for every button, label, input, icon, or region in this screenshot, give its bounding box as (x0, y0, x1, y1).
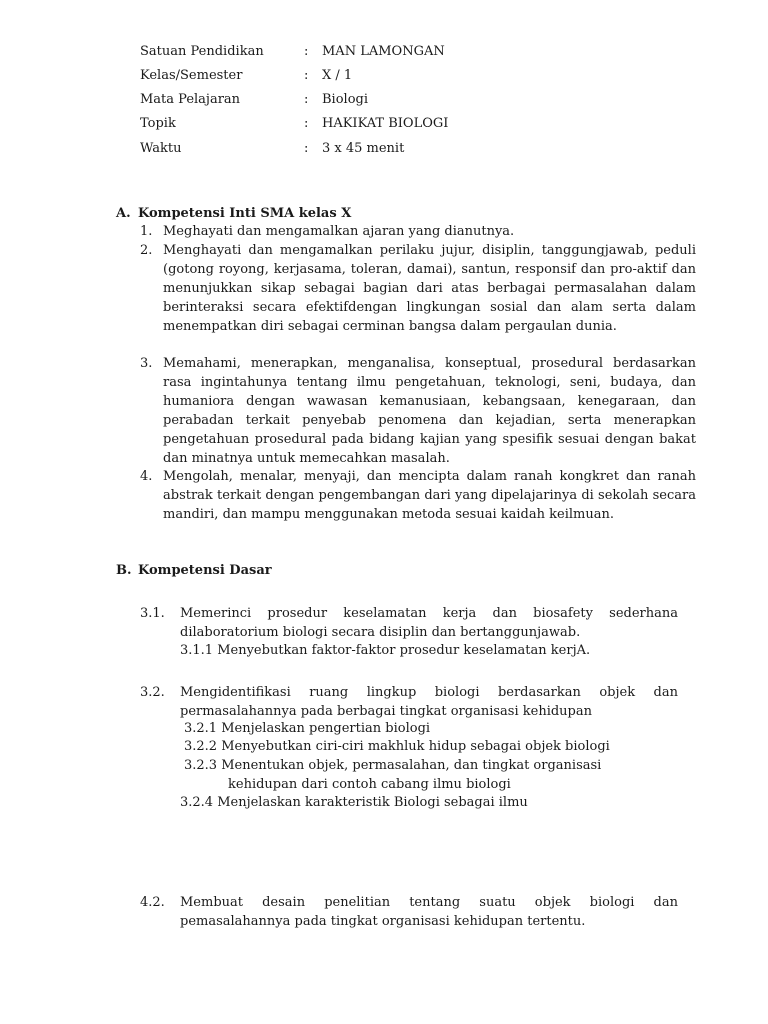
info-value: 3 x 45 menit (322, 141, 405, 156)
ki-item-4 (140, 467, 696, 524)
list-number: 1. (140, 224, 153, 239)
info-colon: : (304, 141, 309, 156)
indicator-3-2-3 (184, 756, 678, 794)
list-text: Menghayati dan mengamalkan perilaku jujur, disiplin, tanggungjawab, peduli (gotong royong, kerjasama, toleran, damai), santun, responsif dan pro-aktif dan menunjukkan sikap sebagai bagian dari atas berbagai permasalahan dalam berinteraksi secara efektifdengan lingkungan sosial dan alam serta dalam menempatkan diri sebagai cerminan bangsa dalam pergaulan dunia. (163, 243, 696, 334)
ki-item-1 (140, 222, 696, 241)
kd-4-2 (140, 893, 678, 931)
list-text: Meghayati dan mengamalkan ajaran yang dianutnya. (163, 224, 515, 239)
list-number: 4. (140, 469, 153, 484)
indicator-text: 3.2.3 Menentukan objek, permasalahan, dan tingkat organisasi (184, 758, 602, 773)
ki-item-2 (140, 241, 696, 336)
section-title: Kompetensi Dasar (138, 563, 272, 578)
kd-number: 3.2. (140, 685, 165, 700)
info-value: X / 1 (322, 68, 353, 83)
info-label: Waktu (140, 141, 182, 156)
indicator-3-2-4: 3.2.4 Menjelaskan karakteristik Biologi sebagai ilmu (180, 795, 528, 810)
kd-number: 4.2. (140, 895, 165, 910)
indicator-3-1-1: 3.1.1 Menyebutkan faktor-faktor prosedur keselamatan kerjA. (180, 643, 591, 658)
ki-item-3 (140, 354, 696, 468)
section-b-heading (116, 562, 272, 580)
list-number: 2. (140, 243, 153, 258)
kd-3-1 (140, 604, 678, 642)
list-number: 3. (140, 356, 153, 371)
kd-text: Membuat desain penelitian tentang suatu objek biologi dan pemasalahannya pada tingkat organisasi kehidupan tertentu. (180, 895, 678, 929)
info-colon: : (304, 116, 309, 131)
kd-3-2 (140, 683, 678, 721)
info-colon: : (304, 44, 309, 59)
list-text: Memahami, menerapkan, menganalisa, konseptual, prosedural berdasarkan rasa ingintahunya tentang ilmu pengetahuan, teknologi, seni, budaya, dan humaniora dengan wawasan kemanusiaan, kebangsaan, kenegaraan, dan perabadan terkait penyebab penomena dan kejadian, serta menerapkan pengetahuan prosedural pada bidang kajian yang spesifik sesuai dengan bakat dan minatnya untuk memecahkan masalah. (163, 356, 696, 466)
info-label: Mata Pelajaran (140, 92, 241, 107)
info-label: Topik (140, 116, 176, 131)
kd-text: Memerinci prosedur keselamatan kerja dan biosafety sederhana dilaboratorium biologi secara disiplin dan bertanggunjawab. (180, 606, 678, 640)
info-label: Satuan Pendidikan (140, 44, 264, 59)
indicator-3-2-1: 3.2.1 Menjelaskan pengertian biologi (184, 721, 431, 736)
kd-number: 3.1. (140, 606, 165, 621)
section-letter: A. (116, 206, 131, 221)
info-colon: : (304, 68, 309, 83)
indicator-continuation: kehidupan dari contoh cabang ilmu biologi (228, 777, 511, 792)
kd-text: Mengidentifikasi ruang lingkup biologi berdasarkan objek dan permasalahannya pada berbagai tingkat organisasi kehidupan (180, 685, 678, 719)
indicator-3-2-2: 3.2.2 Menyebutkan ciri-ciri makhluk hidup sebagai objek biologi (184, 739, 610, 754)
list-text: Mengolah, menalar, menyaji, dan mencipta dalam ranah kongkret dan ranah abstrak terkait dengan pengembangan dari yang dipelajarinya di sekolah secara mandiri, dan mampu menggunakan metoda sesuai kaidah keilmuan. (163, 469, 696, 522)
info-value: Biologi (322, 92, 369, 107)
info-value: HAKIKAT BIOLOGI (322, 116, 449, 131)
info-colon: : (304, 92, 309, 107)
info-label: Kelas/Semester (140, 68, 243, 83)
section-a-heading (116, 205, 351, 223)
info-value: MAN LAMONGAN (322, 44, 445, 59)
section-letter: B. (116, 563, 132, 578)
section-title: Kompetensi Inti SMA kelas X (138, 206, 352, 221)
